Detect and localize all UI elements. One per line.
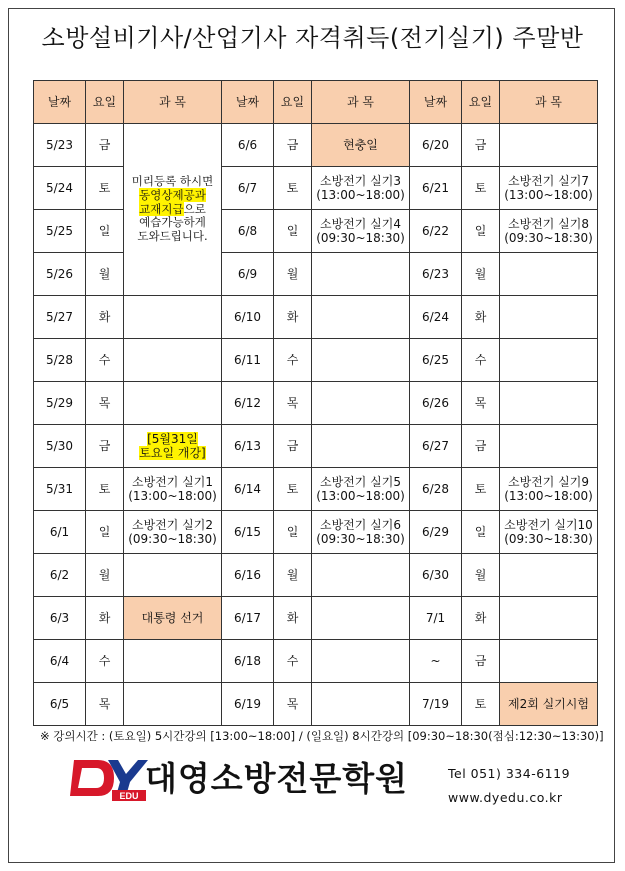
- subject-cell: [312, 296, 410, 339]
- website-link[interactable]: www.dyedu.co.kr: [448, 790, 563, 805]
- subject-cell: [124, 554, 222, 597]
- date-cell: 6/6: [222, 124, 274, 167]
- subject-line: 소방전기 실기3: [319, 173, 401, 188]
- day-cell: 월: [274, 253, 312, 296]
- subject-cell: [312, 382, 410, 425]
- date-cell: 6/2: [34, 554, 86, 597]
- subject-line: 현충일: [343, 137, 378, 152]
- day-cell: 화: [86, 597, 124, 640]
- date-cell: 6/24: [410, 296, 462, 339]
- date-cell: 6/8: [222, 210, 274, 253]
- subject-line: 소방전기 실기6: [319, 517, 401, 532]
- schedule-row: [34, 124, 598, 167]
- preregistration-note: [124, 124, 222, 296]
- header-date: 날짜: [222, 81, 274, 124]
- date-cell: 6/26: [410, 382, 462, 425]
- subject-cell: [312, 640, 410, 683]
- date-cell: 6/23: [410, 253, 462, 296]
- day-cell: 화: [462, 296, 500, 339]
- subject-cell: [124, 468, 222, 511]
- subject-cell: [312, 597, 410, 640]
- subject-line: 대통령 선거: [141, 610, 204, 625]
- schedule-row: [34, 511, 598, 554]
- date-cell: ~: [410, 640, 462, 683]
- day-cell: 목: [274, 382, 312, 425]
- schedule-body: [34, 124, 598, 726]
- day-cell: 토: [462, 683, 500, 726]
- subject-line: 소방전기 실기1: [131, 474, 213, 489]
- date-cell: 5/31: [34, 468, 86, 511]
- subject-line: 소방전기 실기2: [131, 517, 213, 532]
- date-cell: 6/27: [410, 425, 462, 468]
- day-cell: 수: [86, 339, 124, 382]
- day-cell: 일: [86, 511, 124, 554]
- day-cell: 수: [86, 640, 124, 683]
- subject-line: (09:30~18:30): [504, 532, 593, 546]
- logo-d-shape: [70, 760, 114, 796]
- logo-edu-text: EDU: [119, 791, 139, 801]
- schedule-table: [33, 80, 598, 726]
- subject-line: 소방전기 실기8: [507, 216, 589, 231]
- day-cell: 수: [462, 339, 500, 382]
- day-cell: 금: [86, 425, 124, 468]
- day-cell: 토: [86, 167, 124, 210]
- schedule-row: [34, 382, 598, 425]
- day-cell: 일: [462, 210, 500, 253]
- day-cell: 수: [274, 339, 312, 382]
- day-cell: 화: [86, 296, 124, 339]
- date-cell: 6/30: [410, 554, 462, 597]
- date-cell: 6/14: [222, 468, 274, 511]
- day-cell: 목: [86, 382, 124, 425]
- subject-line: 소방전기 실기5: [319, 474, 401, 489]
- schedule-row: [34, 554, 598, 597]
- day-cell: 월: [274, 554, 312, 597]
- day-cell: 일: [274, 511, 312, 554]
- day-cell: 금: [462, 425, 500, 468]
- subject-line: (13:00~18:00): [128, 489, 217, 503]
- day-cell: 토: [274, 468, 312, 511]
- date-cell: 6/4: [34, 640, 86, 683]
- note-text: 으로: [183, 201, 206, 216]
- date-cell: 6/10: [222, 296, 274, 339]
- schedule-row: [34, 640, 598, 683]
- subject-line: (09:30~18:30): [128, 532, 217, 546]
- subject-cell: [500, 640, 598, 683]
- day-cell: 화: [462, 597, 500, 640]
- page-title: 소방설비기사/산업기사 자격취득(전기실기) 주말반: [41, 24, 584, 52]
- day-cell: 금: [86, 124, 124, 167]
- highlight-text: [5월31일: [147, 431, 198, 446]
- note-line: 예습가능하게: [139, 215, 206, 230]
- date-cell: 6/25: [410, 339, 462, 382]
- date-cell: 6/9: [222, 253, 274, 296]
- date-cell: 6/11: [222, 339, 274, 382]
- date-cell: 7/19: [410, 683, 462, 726]
- subject-cell: [500, 425, 598, 468]
- header-day: 요일: [86, 81, 124, 124]
- day-cell: 목: [462, 382, 500, 425]
- dy-edu-logo: [68, 756, 148, 802]
- day-cell: 토: [462, 167, 500, 210]
- date-cell: 6/21: [410, 167, 462, 210]
- day-cell: 일: [274, 210, 312, 253]
- subject-cell: [124, 382, 222, 425]
- header-row: [34, 81, 598, 124]
- schedule-row: [34, 296, 598, 339]
- header-subject: 과 목: [500, 81, 598, 124]
- date-cell: 5/24: [34, 167, 86, 210]
- day-cell: 금: [274, 124, 312, 167]
- day-cell: 목: [274, 683, 312, 726]
- header-date: 날짜: [410, 81, 462, 124]
- date-cell: 5/25: [34, 210, 86, 253]
- subject-cell: [312, 468, 410, 511]
- date-cell: 5/29: [34, 382, 86, 425]
- subject-line: (09:30~18:30): [316, 532, 405, 546]
- date-cell: 5/27: [34, 296, 86, 339]
- day-cell: 토: [274, 167, 312, 210]
- subject-cell: [500, 210, 598, 253]
- date-cell: 5/26: [34, 253, 86, 296]
- header-date: 날짜: [34, 81, 86, 124]
- day-cell: 토: [462, 468, 500, 511]
- schedule-row: [34, 468, 598, 511]
- date-cell: 6/16: [222, 554, 274, 597]
- schedule-row: [34, 253, 598, 296]
- note-line: 미리등록 하시면: [131, 174, 214, 188]
- subject-cell: [312, 210, 410, 253]
- subject-cell: [312, 683, 410, 726]
- header-subject: 과 목: [124, 81, 222, 124]
- date-cell: 7/1: [410, 597, 462, 640]
- note-line: 도와드립니다.: [137, 229, 208, 244]
- schedule-row: [34, 167, 598, 210]
- subject-cell: [500, 683, 598, 726]
- date-cell: 6/12: [222, 382, 274, 425]
- subject-cell: [312, 425, 410, 468]
- date-cell: 6/5: [34, 683, 86, 726]
- subject-cell: [124, 425, 222, 468]
- day-cell: 일: [462, 511, 500, 554]
- day-cell: 금: [462, 640, 500, 683]
- subject-cell: [124, 511, 222, 554]
- subject-line: (09:30~18:30): [504, 231, 593, 245]
- subject-line: 소방전기 실기4: [319, 216, 401, 231]
- date-cell: 6/22: [410, 210, 462, 253]
- note-line: [124, 189, 221, 203]
- schedule-row: [34, 339, 598, 382]
- day-cell: 금: [274, 425, 312, 468]
- subject-cell: [500, 339, 598, 382]
- subject-line: [124, 446, 221, 460]
- day-cell: 수: [274, 640, 312, 683]
- date-cell: 5/28: [34, 339, 86, 382]
- subject-line: (13:00~18:00): [316, 489, 405, 503]
- day-cell: 토: [86, 468, 124, 511]
- day-cell: 일: [86, 210, 124, 253]
- subject-cell: [500, 167, 598, 210]
- header-day: 요일: [274, 81, 312, 124]
- subject-cell: [500, 511, 598, 554]
- contact-block: [448, 762, 570, 810]
- schedule-row: [34, 425, 598, 468]
- subject-cell: [312, 167, 410, 210]
- subject-cell: [124, 339, 222, 382]
- note-line: [124, 203, 221, 217]
- subject-line: (13:00~18:00): [316, 188, 405, 202]
- date-cell: 6/20: [410, 124, 462, 167]
- date-cell: 6/17: [222, 597, 274, 640]
- subject-line: (13:00~18:00): [504, 188, 593, 202]
- subject-cell: [124, 597, 222, 640]
- subject-cell: [500, 124, 598, 167]
- subject-cell: [500, 468, 598, 511]
- date-cell: 6/13: [222, 425, 274, 468]
- subject-cell: [312, 339, 410, 382]
- subject-cell: [124, 640, 222, 683]
- subject-cell: [124, 683, 222, 726]
- highlight-text: 동영상제공과: [139, 187, 206, 202]
- day-cell: 월: [462, 253, 500, 296]
- schedule-row: [34, 597, 598, 640]
- date-cell: 6/1: [34, 511, 86, 554]
- subject-line: [124, 432, 221, 446]
- date-cell: 6/7: [222, 167, 274, 210]
- academy-name: 대영소방전문학원: [145, 759, 409, 798]
- date-cell: 6/18: [222, 640, 274, 683]
- subject-cell: [124, 296, 222, 339]
- subject-line: 소방전기 실기10: [504, 517, 593, 532]
- date-cell: 6/29: [410, 511, 462, 554]
- subject-line: (13:00~18:00): [504, 489, 593, 503]
- date-cell: 6/15: [222, 511, 274, 554]
- date-cell: 6/28: [410, 468, 462, 511]
- subject-line: 제2회 실기시험: [507, 696, 589, 711]
- day-cell: 금: [462, 124, 500, 167]
- subject-cell: [500, 296, 598, 339]
- date-cell: 6/19: [222, 683, 274, 726]
- subject-cell: [312, 124, 410, 167]
- date-cell: 6/3: [34, 597, 86, 640]
- header-day: 요일: [462, 81, 500, 124]
- day-cell: 목: [86, 683, 124, 726]
- subject-cell: [500, 253, 598, 296]
- day-cell: 월: [86, 554, 124, 597]
- subject-line: 소방전기 실기7: [507, 173, 589, 188]
- lecture-time-note: ※ 강의시간 : (토요일) 5시간강의 [13:00~18:00] / (일요일) 8시간강의 [09:30~18:30(점심:12:30~13:30)]: [40, 729, 604, 743]
- subject-cell: [312, 253, 410, 296]
- date-cell: 5/23: [34, 124, 86, 167]
- day-cell: 화: [274, 296, 312, 339]
- day-cell: 월: [86, 253, 124, 296]
- subject-cell: [500, 382, 598, 425]
- schedule-row: [34, 210, 598, 253]
- day-cell: 월: [462, 554, 500, 597]
- subject-cell: [500, 554, 598, 597]
- subject-cell: [312, 554, 410, 597]
- highlight-text: 토요일 개강]: [139, 446, 206, 460]
- subject-line: 소방전기 실기9: [507, 474, 589, 489]
- subject-line: (09:30~18:30): [316, 231, 405, 245]
- subject-cell: [312, 511, 410, 554]
- highlight-text: 교재지급: [139, 201, 184, 216]
- subject-cell: [500, 597, 598, 640]
- schedule-row: [34, 683, 598, 726]
- date-cell: 5/30: [34, 425, 86, 468]
- header-subject: 과 목: [312, 81, 410, 124]
- phone-number: Tel 051) 334-6119: [448, 766, 571, 781]
- day-cell: 화: [274, 597, 312, 640]
